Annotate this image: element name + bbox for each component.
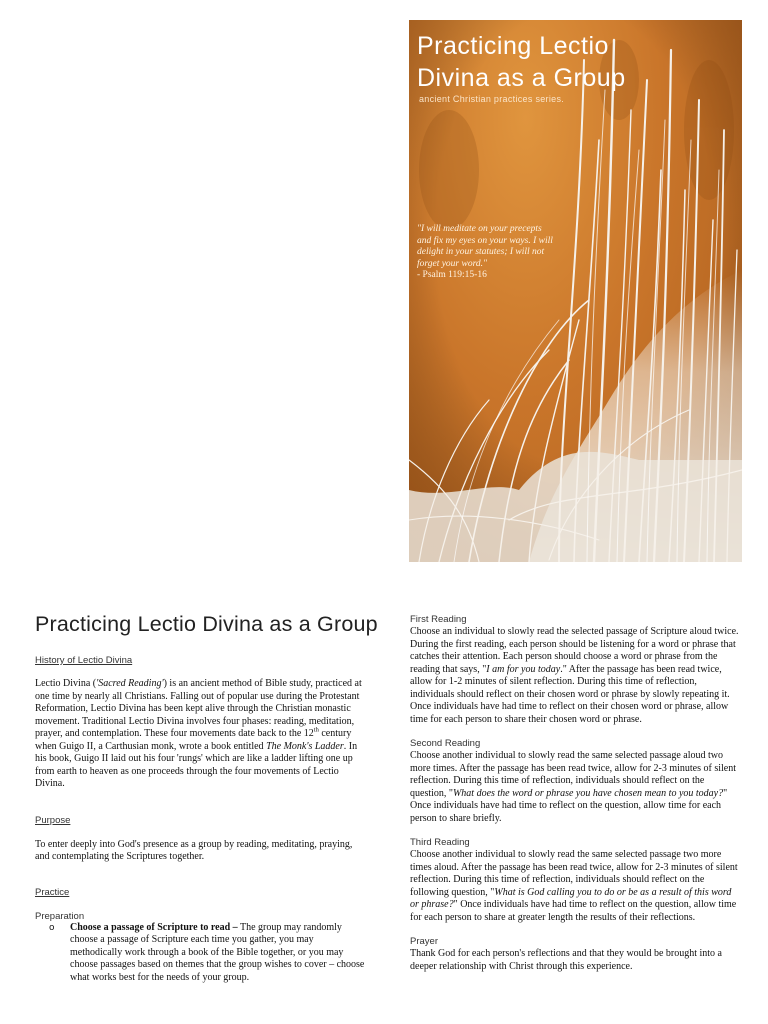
cover-title-line-1: Practicing Lectio — [417, 32, 609, 60]
cover-scripture-quote — [417, 224, 557, 282]
quote-text: "I will meditate on your precepts and fix my eyes on your ways. I will delight in your statutes; I will not forget your word." — [417, 224, 553, 269]
first-reading-section — [410, 614, 742, 726]
prayer-heading: Prayer — [410, 936, 438, 947]
left-column — [35, 612, 378, 984]
right-column — [410, 614, 742, 985]
preparation-heading: Preparation — [35, 910, 85, 922]
cover-series-label: ancient Christian practices series. — [419, 94, 565, 104]
first-reading-paragraph: Choose an individual to slowly read the selected passage of Scripture aloud twice. During the first reading, each person should be listening for a word or phrase that catches their attention. Each person should choose a word or phrase from the reading that says, "I am for you today." After the passage has been read twice, allow for 1-2 minutes of silent reflection. During this time of reflection, individuals should reflect on their chosen word or phrase by slowly repeating it. Once individuals have had time to reflect on their chosen word or phrase, allow time for each person to share their chosen word or phrase. — [410, 626, 739, 725]
quote-reference: - Psalm 119:15-16 — [417, 270, 487, 280]
purpose-paragraph: To enter deeply into God's presence as a group by reading, meditating, praying, and contemplating the Scriptures together. — [35, 838, 353, 862]
document-title: Practicing Lectio Divina as a Group — [35, 612, 378, 636]
prayer-paragraph: Thank God for each person's reflections and that they would be brought into a deeper relationship with Christ through this experience. — [410, 948, 722, 972]
cover-panel — [409, 20, 742, 562]
preparation-bullet: o Choose a passage of Scripture to read – The group may randomly choose a passage of Scripture each time you gather, you may methodically work through a book of the Bible together, or you may choose passages based on themes that the group wishes to cover – choose what works best for the needs of your group. — [49, 921, 365, 983]
first-reading-heading: First Reading — [410, 614, 467, 625]
practice-heading: Practice — [35, 886, 70, 898]
third-reading-section — [410, 837, 742, 924]
cover-title-line-2: Divina as a Group — [417, 64, 626, 92]
history-heading: History of Lectio Divina — [35, 655, 133, 666]
third-reading-heading: Third Reading — [410, 837, 470, 848]
purpose-heading: Purpose — [35, 814, 71, 826]
second-reading-section — [410, 738, 742, 825]
prayer-section — [410, 936, 742, 973]
history-paragraph: Lectio Divina ('Sacred Reading') is an ancient method of Bible study, practiced at one time by nearly all Christians. Falling out of popular use during the Protestant Reformation, Lectio Divina has been kept alive through the Christian monastic movement. Traditional Lectio Divina involves four phases: reading, meditation, prayer, and contemplation. These four movements date back to the 12th century when Guigo II, a Carthusian monk, wrote a book entitled The Monk's Ladder. In his book, Guigo II laid out his four 'rungs' which are like a ladder lifting one up from earth to heaven as one proceeds through the four movements of Lectio Divina. — [35, 678, 362, 789]
third-reading-paragraph: Choose another individual to slowly read the same selected passage two more times aloud. After the passage has been read twice, allow for 2-3 minutes of silent reflection. During this time of reflection, individuals should reflect on the following question, "What is God calling you to do or be as a result of this word or phrase?" Once individuals have had time to reflect on the question, allow time for each person to share at greater length the results of their reflections. — [410, 849, 738, 923]
cover-title — [417, 30, 737, 94]
second-reading-paragraph: Choose another individual to slowly read the same selected passage aloud two more times. After the passage has been read twice, allow for 2-3 minutes of silent reflection. During this time of reflection, individuals should reflect on the question, "What does the word or phrase you have chosen mean to you today?" Once individuals have had time to reflect on the question, allow time for each person to share briefly. — [410, 750, 737, 824]
hollow-bullet-icon: o — [49, 922, 55, 933]
second-reading-heading: Second Reading — [410, 738, 481, 749]
